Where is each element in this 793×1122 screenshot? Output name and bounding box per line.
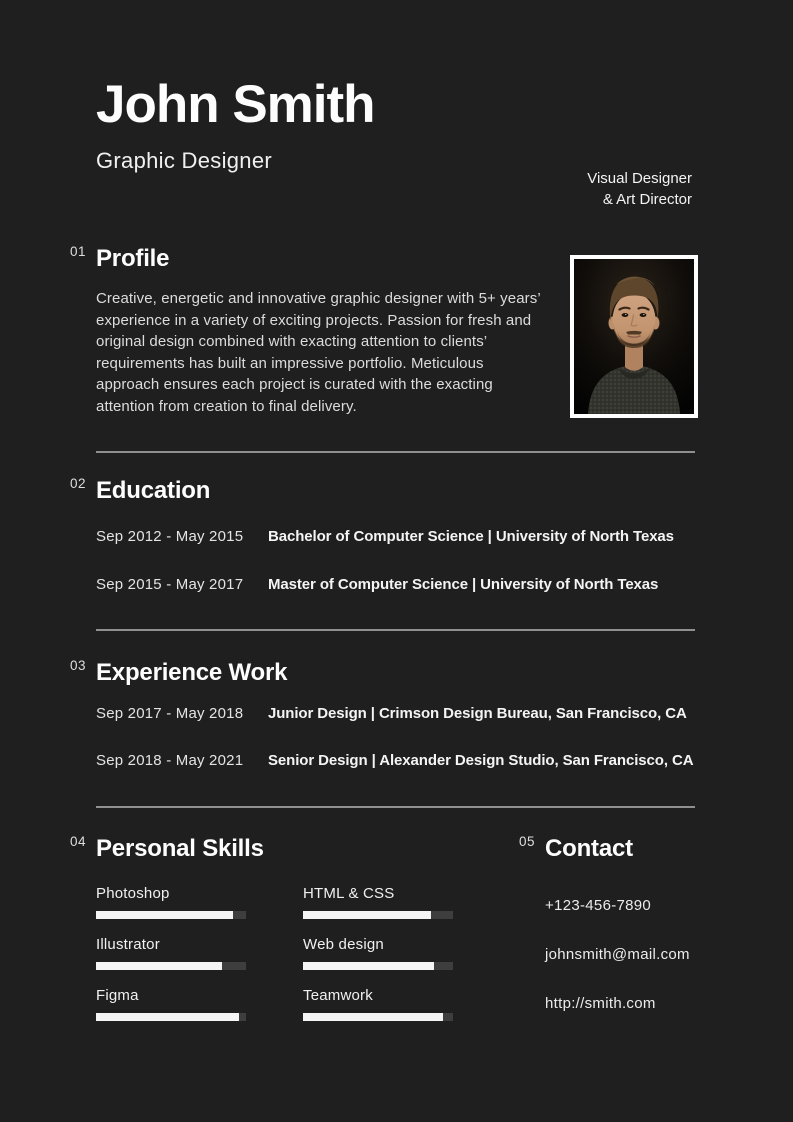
portrait-photo [570,255,698,418]
education-description: Master of Computer Science | University of North Texas [268,576,659,593]
skill-item [96,884,246,919]
skill-bar-fill [303,911,431,919]
education-dates: Sep 2015 - May 2017 [96,576,244,593]
education-row [96,575,695,595]
education-dates: Sep 2012 - May 2015 [96,528,244,545]
section-number: 04 [70,834,87,849]
section-title-text: Education [96,477,211,504]
skill-bar [96,1013,246,1021]
person-name: John Smith [96,75,375,134]
skill-bar-fill [303,1013,443,1021]
section-title-text: Experience Work [96,659,288,686]
tagline-line-1: Visual Designer [587,170,692,187]
profile-paragraph: Creative, energetic and innovative graphic designer with 5+ years’ experience in a variety of exciting projects. Passion for fresh and original design combined with exacting attention to clients’ requirements has built an impressive portfolio. Meticulous approach ensures each project is curated with the exacting attention from creation to final delivery. [96,290,541,415]
section-education [70,453,695,595]
skill-bar-fill [96,962,222,970]
experience-dates: Sep 2017 - May 2018 [96,705,244,722]
contact-website: http://smith.com [545,995,656,1012]
education-row [96,527,695,547]
section-title-text: Contact [545,835,633,862]
skill-item [303,986,453,1021]
skill-item [303,884,453,919]
contact-email: johnsmith@mail.com [545,946,690,963]
section-title-text: Personal Skills [96,835,264,862]
experience-row [96,751,695,771]
section-number: 03 [70,658,87,673]
bottom-columns [70,834,695,1043]
tagline [587,168,692,210]
section-divider [96,806,695,808]
skill-label: Figma [96,987,139,1004]
skill-bar [96,911,246,919]
skill-item [96,935,246,970]
skills-grid [96,884,453,1037]
section-title-text: Profile [96,245,170,272]
section-title-profile [70,244,170,274]
skill-bar-fill [303,962,434,970]
skill-bar-fill [96,911,233,919]
person-role: Graphic Designer [96,148,272,173]
skill-bar-fill [96,1013,239,1021]
contact-items [545,896,690,1014]
section-contact [519,834,690,1043]
experience-description: Senior Design | Alexander Design Studio, San Francisco, CA [268,752,694,769]
skill-bar [96,962,246,970]
skill-bar [303,1013,453,1021]
experience-row [96,704,695,724]
experience-dates: Sep 2018 - May 2021 [96,752,244,769]
skill-label: Teamwork [303,987,373,1004]
section-number: 02 [70,476,87,491]
section-title-contact [519,834,633,864]
skill-item [303,935,453,970]
section-experience [70,631,695,771]
section-number: 05 [519,834,536,849]
contact-phone: +123-456-7890 [545,897,652,914]
skill-bar [303,911,453,919]
section-number: 01 [70,244,87,259]
section-title-experience [70,658,288,688]
education-description: Bachelor of Computer Science | University of North Texas [268,528,674,545]
skill-item [96,986,246,1021]
skill-label: Illustrator [96,936,160,953]
section-title-education [70,476,211,506]
tagline-line-2: & Art Director [602,191,692,208]
skill-label: HTML & CSS [303,885,395,902]
section-personal-skills [70,834,453,1043]
skill-label: Web design [303,936,384,953]
skills-column-right [303,884,453,1037]
skill-label: Photoshop [96,885,170,902]
experience-description: Junior Design | Crimson Design Bureau, San Francisco, CA [268,705,687,722]
portrait-illustration [574,259,694,414]
section-title-skills [70,834,264,864]
skill-bar [303,962,453,970]
skills-column-left [96,884,246,1037]
